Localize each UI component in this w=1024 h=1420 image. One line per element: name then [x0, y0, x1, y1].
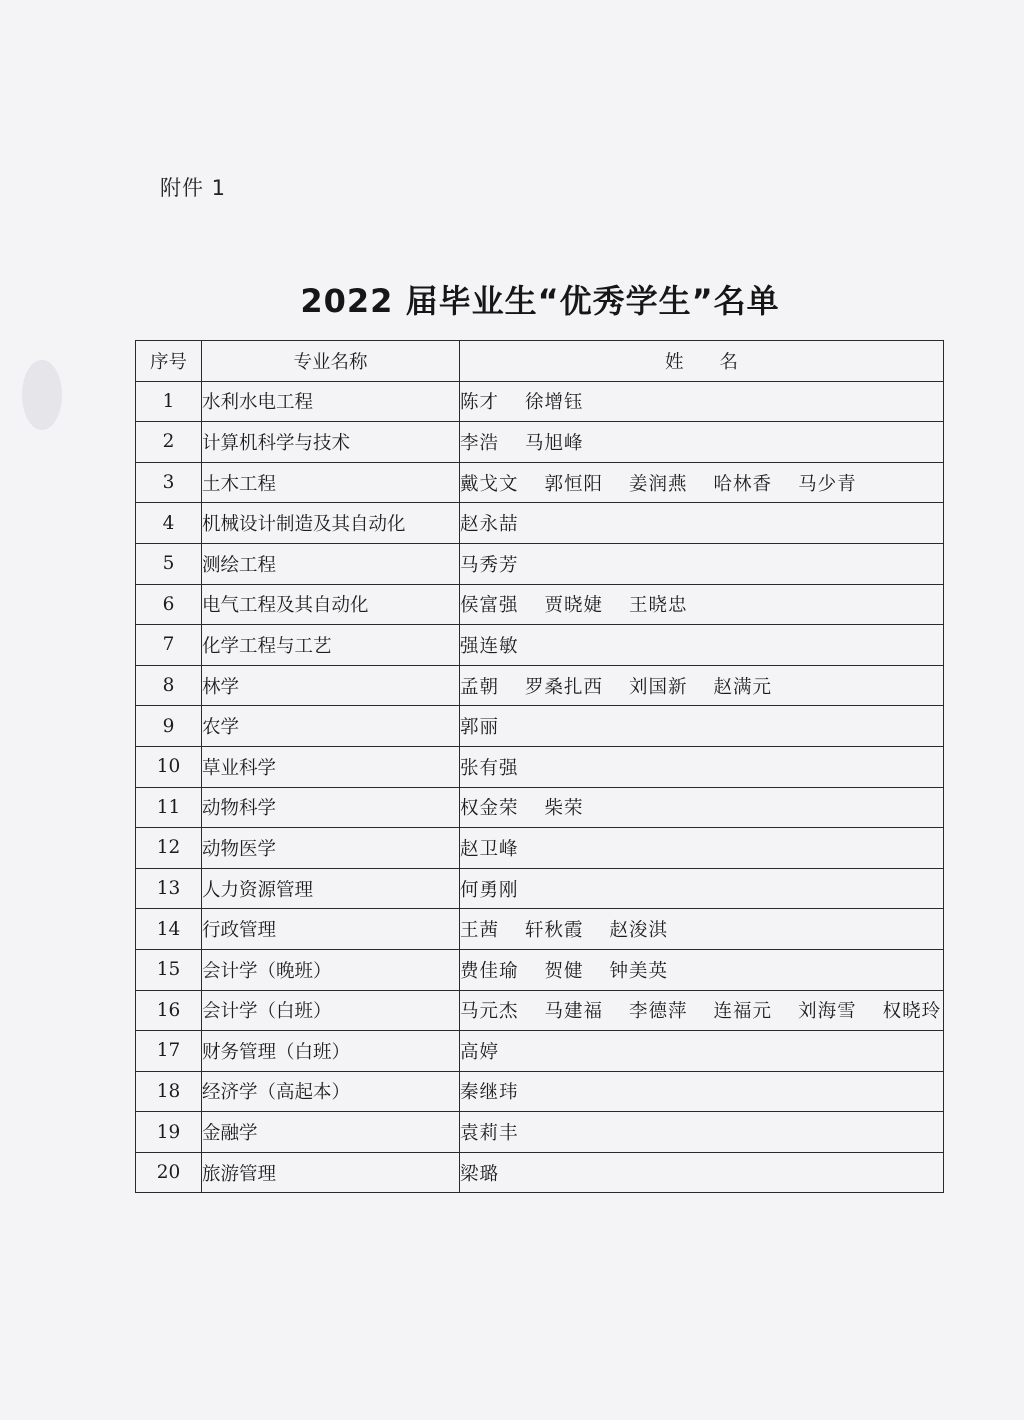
row-major-name: 测绘工程 [202, 543, 460, 584]
table-row [136, 422, 944, 463]
student-name: 何勇刚 [460, 879, 519, 901]
student-name: 强连敏 [460, 635, 519, 657]
row-student-names [460, 1031, 944, 1072]
student-name: 郭丽 [460, 717, 500, 739]
row-major-name: 动物科学 [202, 787, 460, 828]
row-serial-number: 9 [136, 706, 202, 747]
row-major-name: 电气工程及其自动化 [202, 584, 460, 625]
row-serial-number: 16 [136, 990, 202, 1031]
student-name: 陈才 [460, 392, 500, 414]
row-major-name: 农学 [202, 706, 460, 747]
student-name: 马元杰 [460, 1001, 519, 1023]
student-name: 贾晓婕 [544, 595, 604, 617]
row-student-names [460, 990, 944, 1031]
table-row [136, 868, 944, 909]
student-name: 张有强 [460, 757, 519, 779]
row-serial-number: 2 [136, 422, 202, 463]
table-row [136, 1112, 944, 1153]
row-student-names [460, 625, 944, 666]
table-row [136, 949, 944, 990]
row-major-name: 人力资源管理 [202, 868, 460, 909]
table-row [136, 381, 944, 422]
student-name: 罗桑扎西 [525, 676, 604, 698]
student-name: 刘海雪 [798, 1001, 857, 1023]
table-row [136, 1152, 944, 1193]
row-student-names [460, 1152, 944, 1193]
row-student-names [460, 868, 944, 909]
row-major-name: 会计学（晚班） [202, 949, 460, 990]
paper-smudge [22, 360, 62, 430]
row-major-name: 动物医学 [202, 828, 460, 869]
table-row [136, 1071, 944, 1112]
attachment-label: 附件 1 [160, 176, 227, 200]
student-name: 马少青 [798, 473, 857, 495]
table-header-row [136, 341, 944, 382]
table-row [136, 1031, 944, 1072]
row-major-name: 水利水电工程 [202, 381, 460, 422]
student-name: 梁璐 [460, 1163, 500, 1185]
student-name: 戴戈文 [460, 473, 519, 495]
table-row [136, 787, 944, 828]
row-student-names [460, 787, 944, 828]
header-major-name: 专业名称 [202, 341, 460, 382]
row-serial-number: 17 [136, 1031, 202, 1072]
table-row [136, 625, 944, 666]
student-name: 郭恒阳 [544, 473, 604, 495]
row-serial-number: 5 [136, 543, 202, 584]
row-major-name: 财务管理（白班） [202, 1031, 460, 1072]
row-student-names [460, 1071, 944, 1112]
row-serial-number: 11 [136, 787, 202, 828]
student-name: 钟美英 [609, 960, 669, 982]
student-name: 马秀芳 [460, 554, 519, 576]
table-row [136, 584, 944, 625]
table-row [136, 990, 944, 1031]
row-student-names [460, 543, 944, 584]
row-major-name: 机械设计制造及其自动化 [202, 503, 460, 544]
student-name: 费佳瑜 [460, 960, 519, 982]
student-name: 袁莉丰 [460, 1123, 519, 1145]
student-name: 姜润燕 [629, 473, 688, 495]
table-row [136, 909, 944, 950]
row-major-name: 化学工程与工艺 [202, 625, 460, 666]
row-student-names [460, 1112, 944, 1153]
student-name: 连福元 [713, 1001, 773, 1023]
row-student-names [460, 422, 944, 463]
row-serial-number: 8 [136, 665, 202, 706]
row-serial-number: 4 [136, 503, 202, 544]
table-row [136, 503, 944, 544]
row-serial-number: 12 [136, 828, 202, 869]
row-student-names [460, 949, 944, 990]
row-student-names [460, 828, 944, 869]
row-major-name: 金融学 [202, 1112, 460, 1153]
table-row [136, 543, 944, 584]
row-serial-number: 1 [136, 381, 202, 422]
row-serial-number: 7 [136, 625, 202, 666]
student-name: 赵满元 [713, 676, 773, 698]
row-major-name: 林学 [202, 665, 460, 706]
row-student-names [460, 381, 944, 422]
page-title: 2022 届毕业生“优秀学生”名单 [300, 282, 780, 320]
table-row [136, 746, 944, 787]
row-major-name: 土木工程 [202, 462, 460, 503]
student-name: 马建福 [544, 1001, 604, 1023]
student-name: 王茜 [460, 920, 500, 942]
row-serial-number: 3 [136, 462, 202, 503]
table-row [136, 706, 944, 747]
student-name: 赵永喆 [460, 514, 519, 536]
row-serial-number: 14 [136, 909, 202, 950]
student-name: 马旭峰 [525, 432, 584, 454]
header-student-names [460, 341, 944, 382]
row-major-name: 会计学（白班） [202, 990, 460, 1031]
student-name: 徐增钰 [525, 392, 584, 414]
header-serial-number: 序号 [136, 341, 202, 382]
student-name: 孟朝 [460, 676, 500, 698]
row-serial-number: 15 [136, 949, 202, 990]
row-student-names [460, 462, 944, 503]
table-row [136, 665, 944, 706]
student-name: 贺健 [544, 960, 584, 982]
row-student-names [460, 706, 944, 747]
student-name: 刘国新 [629, 676, 688, 698]
student-name: 李德萍 [629, 1001, 688, 1023]
row-major-name: 行政管理 [202, 909, 460, 950]
row-major-name: 旅游管理 [202, 1152, 460, 1193]
row-serial-number: 6 [136, 584, 202, 625]
student-name: 权晓玲 [882, 1001, 942, 1023]
student-name: 柴荣 [544, 798, 584, 820]
row-serial-number: 18 [136, 1071, 202, 1112]
student-name: 权金荣 [460, 798, 519, 820]
student-name: 轩秋霞 [525, 920, 584, 942]
row-serial-number: 10 [136, 746, 202, 787]
student-name: 王晓忠 [629, 595, 688, 617]
row-student-names [460, 584, 944, 625]
row-major-name: 草业科学 [202, 746, 460, 787]
table-body [136, 381, 944, 1193]
table-row [136, 462, 944, 503]
row-serial-number: 13 [136, 868, 202, 909]
student-name: 高婷 [460, 1041, 500, 1063]
header-names-surname: 姓 [664, 351, 684, 373]
header-names-given: 名 [719, 351, 739, 373]
row-serial-number: 20 [136, 1152, 202, 1193]
student-name: 秦继玮 [460, 1082, 519, 1104]
student-name: 侯富强 [460, 595, 519, 617]
row-major-name: 经济学（高起本） [202, 1071, 460, 1112]
row-serial-number: 19 [136, 1112, 202, 1153]
row-student-names [460, 746, 944, 787]
row-student-names [460, 503, 944, 544]
student-name: 李浩 [460, 432, 500, 454]
row-major-name: 计算机科学与技术 [202, 422, 460, 463]
student-name: 赵浚淇 [609, 920, 669, 942]
row-student-names [460, 909, 944, 950]
table-row [136, 828, 944, 869]
student-name: 哈林香 [713, 473, 773, 495]
student-name: 赵卫峰 [460, 838, 519, 860]
row-student-names [460, 665, 944, 706]
outstanding-students-table [135, 340, 944, 1193]
